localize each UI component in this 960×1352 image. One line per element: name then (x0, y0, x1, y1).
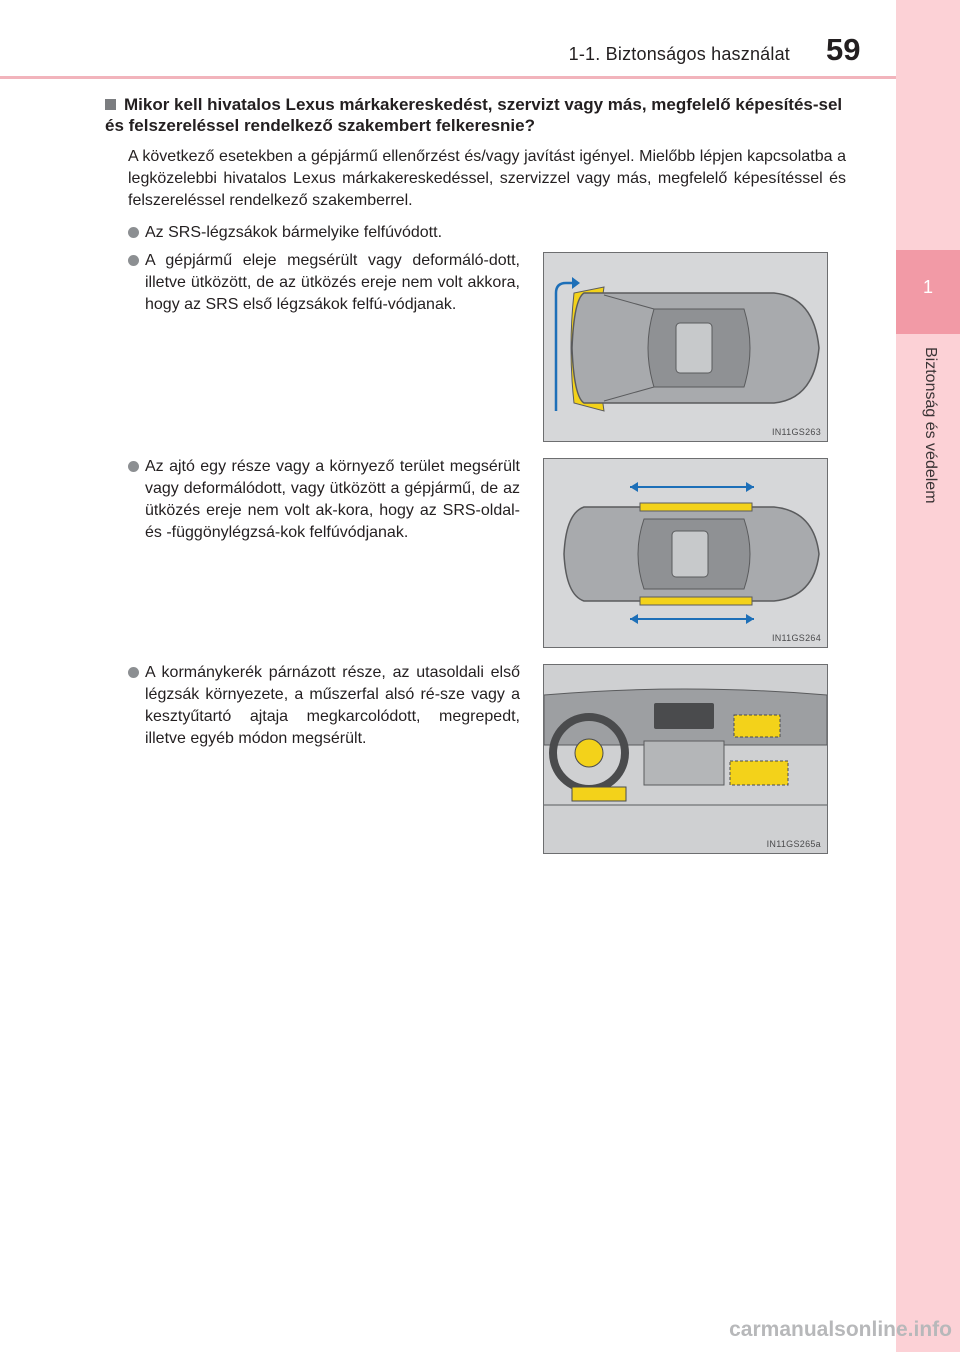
bullet-dot-icon (128, 461, 139, 472)
dashboard-airbag-illustration (544, 665, 827, 853)
side-tab (896, 0, 960, 1352)
bullet-text: A kormánykerék párnázott része, az utasoldali első légzsák környezete, a műszerfal alsó ré-sze vagy a kesztyűtartó ajtaja megkarcolódott, megrepedt, illetve egyéb módon megsérült. (145, 664, 520, 747)
figure-dashboard (543, 664, 828, 854)
car-front-damage-illustration (544, 253, 827, 441)
question-text: Mikor kell hivatalos Lexus márkakereskedést, szervizt vagy más, megfelelő képesítés-sel és felszereléssel rendelkező szakembert felkeresnie? (105, 95, 843, 135)
bullet-item (128, 662, 520, 750)
bullet-dot-icon (128, 227, 139, 238)
chapter-title: Biztonság és védelem (922, 347, 939, 504)
figure-side-damage (543, 458, 828, 648)
intro-paragraph: A következő esetekben a gépjármű ellenőrzést és/vagy javítást igényel. Mielőbb lépjen kapcsolatba a legközelebbi hivatalos Lexus márkakereskedéssel, szervizzel vagy más, megfelelő képesítéssel és felszereléssel rendelkező szakemberrel. (128, 148, 846, 209)
figure-front-damage (543, 252, 828, 442)
page-number: 59 (826, 32, 861, 67)
bullet-text: A gépjármű eleje megsérült vagy deformáló-dott, illetve ütközött, de az ütközés ereje nem volt akkora, hogy az SRS első légzsákok felfú-vódjanak. (145, 252, 520, 313)
bullet-item (128, 250, 520, 316)
section-title: 1-1. Biztonságos használat (568, 44, 790, 64)
figure-code: IN11GS263 (771, 427, 821, 437)
figure-code: IN11GS265a (766, 839, 821, 849)
bullet-item (128, 456, 520, 544)
question-heading (105, 94, 865, 136)
square-marker-icon (105, 99, 116, 110)
car-side-damage-illustration (544, 459, 827, 647)
bullet-text: Az ajtó egy része vagy a környező terület megsérült vagy deformálódott, vagy ütközött a gépjármű, de az ütközés ereje nem volt ak-kora, hogy az SRS-oldal- és -függönylégzsá-kok felfúvódjanak. (145, 458, 520, 541)
header-rule (0, 76, 896, 79)
bullet-text: Az SRS-légzsákok bármelyike felfúvódott. (145, 224, 443, 241)
bullet-dot-icon (128, 255, 139, 266)
figure-code: IN11GS264 (771, 633, 821, 643)
chapter-number: 1 (922, 277, 933, 297)
bullet-item (128, 222, 608, 244)
bullet-dot-icon (128, 667, 139, 678)
watermark: carmanualsonline.info (729, 1318, 952, 1341)
